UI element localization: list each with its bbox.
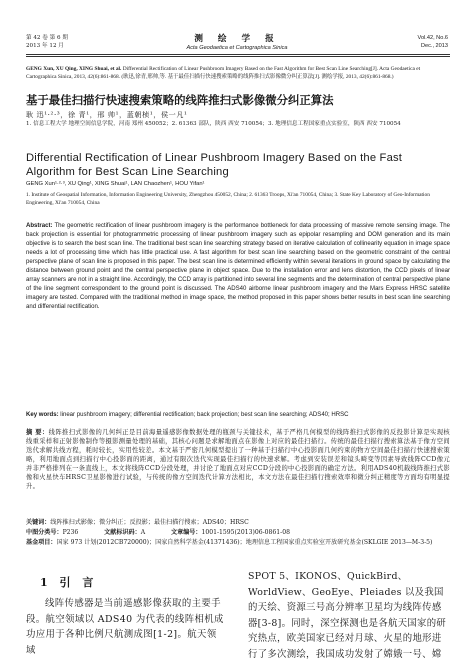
keywords-en-label: Key words: — [26, 412, 59, 418]
paper-title-cn: 基于最佳扫描行快速搜索策略的线阵推扫式影像微分纠正算法 — [26, 93, 334, 107]
doc-code-value: A — [140, 529, 146, 536]
citation — [26, 66, 450, 81]
section-title: 引 言 — [59, 576, 98, 589]
affiliations-cn: 1. 信息工程大学 地理空间信息学院，河南 郑州 450052；2. 61363 部队，陕西 西安 710054；3. 地理信息工程国家重点实验室，陕西 西安 710054 — [26, 121, 401, 127]
article-number-label: 文章编号： — [171, 529, 202, 536]
journal-title-en: Acta Geodaetica et Cartographica Sinica — [186, 45, 288, 51]
header-rule-top — [26, 54, 450, 55]
fund-info — [26, 538, 450, 547]
abstract-en-label: Abstract: — [26, 223, 53, 229]
authors-en: GENG Xun¹·²·³, XU Qing¹, XING Shuai¹, LAN Chaozhen¹, HOU Yifan¹ — [26, 181, 205, 187]
journal-title-block — [0, 32, 474, 51]
citation-text: Differential Rectification of Linear Pushbroom Imagery Based on the Fast Algorithm for Best Scan Line Searching[J]. Acta Geodaetica et Cartographica Sinica, 2013, 42(6):861-868. (耿迅,徐青,邢帅,等. 基于最佳扫描行快速搜索策略的线阵推扫式影像微分纠正算法[J]. 测绘学报, 2013, 42(6):861-868.) — [26, 66, 421, 80]
keywords-en-text: linear pushbroom imagery; differential rectification; back projection; best scan line searching; ADS40; HRSC — [58, 412, 349, 418]
keywords-cn-text: 线阵推扫式影像；微分纠正；反投影；最佳扫描行搜索；ADS40；HRSC — [50, 519, 249, 526]
intro-paragraph-right: SPOT 5、IKONOS、QuickBird、WorldView、GeoEye、Pleiades 以及我国的天绘、资源三号高分辨率卫星均为线阵传感器[3-8]。同时，深空探测也是各航天国家的研究热点，欧美国家已经对月球、火星的地形进行了多次测绘，我国成功发射了嫦娥一号、嫦 — [248, 571, 447, 660]
journal-title-cn: 测 绘 学 报 — [194, 34, 280, 44]
keywords-cn — [26, 518, 450, 527]
abstract-cn — [26, 428, 450, 491]
clc-value: P236 — [62, 529, 79, 536]
intro-paragraph-left: 线阵传感器是当前遥感影像获取的主要手段。航空领域以 ADS40 为代表的线阵相机成功应用于各种比例尺航测成图[1-2]。航天领域 — [26, 598, 224, 656]
authors-cn: 耿 迅¹·²·³，徐 青¹，邢 帅¹，蓝朝桢¹，侯一凡¹ — [26, 110, 188, 119]
doc-code-label: 文献标识码： — [104, 529, 141, 536]
keywords-en — [26, 411, 450, 420]
fund-label: 基金项目： — [26, 539, 57, 546]
volume-issue-en: Vol.42, No.6 — [417, 35, 448, 41]
body-left-column — [26, 574, 226, 658]
citation-authors: GENG Xun, XU Qing, XING Shuai, et al. — [26, 66, 122, 72]
clc-label: 中图分类号： — [26, 529, 63, 536]
keywords-cn-label: 关键词： — [26, 519, 51, 526]
affiliations-en: 1. Institute of Geospatial Information, Information Engineering University, Zhengzhou 450052, China; 2. 61363 Troops, Xi'an 710054, China; 3. State Key Laboratory of Geo-Information Engineering, Xi'an 710054, China — [26, 192, 430, 206]
abstract-cn-text: 线阵推扫式影像的几何纠正是目前海量遥感影像数据处理的瓶颈与关键技术，基于严格几何模型的线阵推扫式影像的反投影计算是实现核线重采样和正射影像制作等摄影测量处理的基础，其核心问题是求解地面点在影像上对应的最佳扫描行。传统的最佳扫描行搜索算法基于像方空间迭代求解共线方程，耗时较长，实用性较差。本文基于严密几何模型提出了一种基于扫描行中心投影面几何约束的物方空间最佳扫描行快速搜索策略，利用地面点到扫描行中心投影面的距离，通过有限次迭代实现最佳扫描行的快速求解。考虑到安装误差和镜头畸变等因素导致线阵CCD像元并非严格排列在一条直线上，本文将线阵CCD分段处理，并讨论了地面点对应CCD分段的中心投影面的确定方法。利用ADS40机载线阵推扫式影像和火星快车HRSC卫星影像进行试验，与传统的像方空间迭代计算方法相比，本文方法在最佳扫描行搜索效率和微分纠正精度等方面均有明显提升。 — [26, 429, 451, 490]
fund-text: 国家 973 计划(2012CB720000)；国家自然科学基金(41371436)；地理信息工程国家重点实验室开放研究基金(SKLGIE 2013—M-3-5) — [56, 539, 433, 546]
classification-line — [26, 528, 450, 537]
volume-issue: 第 42 卷 第 6 期 — [26, 35, 68, 41]
header-rule-bottom — [26, 56, 450, 57]
abstract-en-text: The geometric rectification of linear pushbroom imagery is the performance bottleneck for data processing of massive remote sensing image. The back projection is essential for photogrammetric processing of linear pushbroom imagery such as epipolar resampling and DOM generation and its main objective is to search the best scan line. The traditional best scan line searching strategy based on iterative calculation of collinearity equation in image space needs a lot of processing time which has little practical use. A fast algorithm for best scan line searching based on the geometric constraint of the central perspective plane of scan line is proposed in this paper. The best scan line is determined efficiently within several iterations in ground space by calculating the distance between ground point and the central perspective plane in object space. Due to the installation error and lens distortion, the CCD pixels of linear array scanners are not in a straight line. Accordingly, the CCD array is partitioned into several line segments and the determination of central perspective plane of the line segment correspondent to the ground point is discussed. The ADS40 airborne linear pushbroom imagery and the Mars Express HRSC satellite imagery are tested. Compared with the traditional method in image space, the method proposed in this paper shows better results in best scan line searching and differential rectification. — [26, 223, 450, 310]
journal-volume-info-en — [418, 34, 448, 50]
abstract-en — [26, 222, 450, 312]
section-number: 1 — [40, 576, 52, 589]
abstract-cn-label: 摘 要： — [26, 429, 49, 436]
publication-date-cn: 2013 年 12 月 — [26, 43, 64, 49]
paper-title-en: Differential Rectification of Linear Pushbroom Imagery Based on the Fast Algorithm for Best Scan Line Searching — [26, 152, 403, 178]
publication-date-en: Dec., 2013 — [420, 43, 448, 49]
article-number-value: 1001-1595(2013)06-0861-08 — [201, 529, 290, 536]
section-heading — [40, 574, 226, 590]
